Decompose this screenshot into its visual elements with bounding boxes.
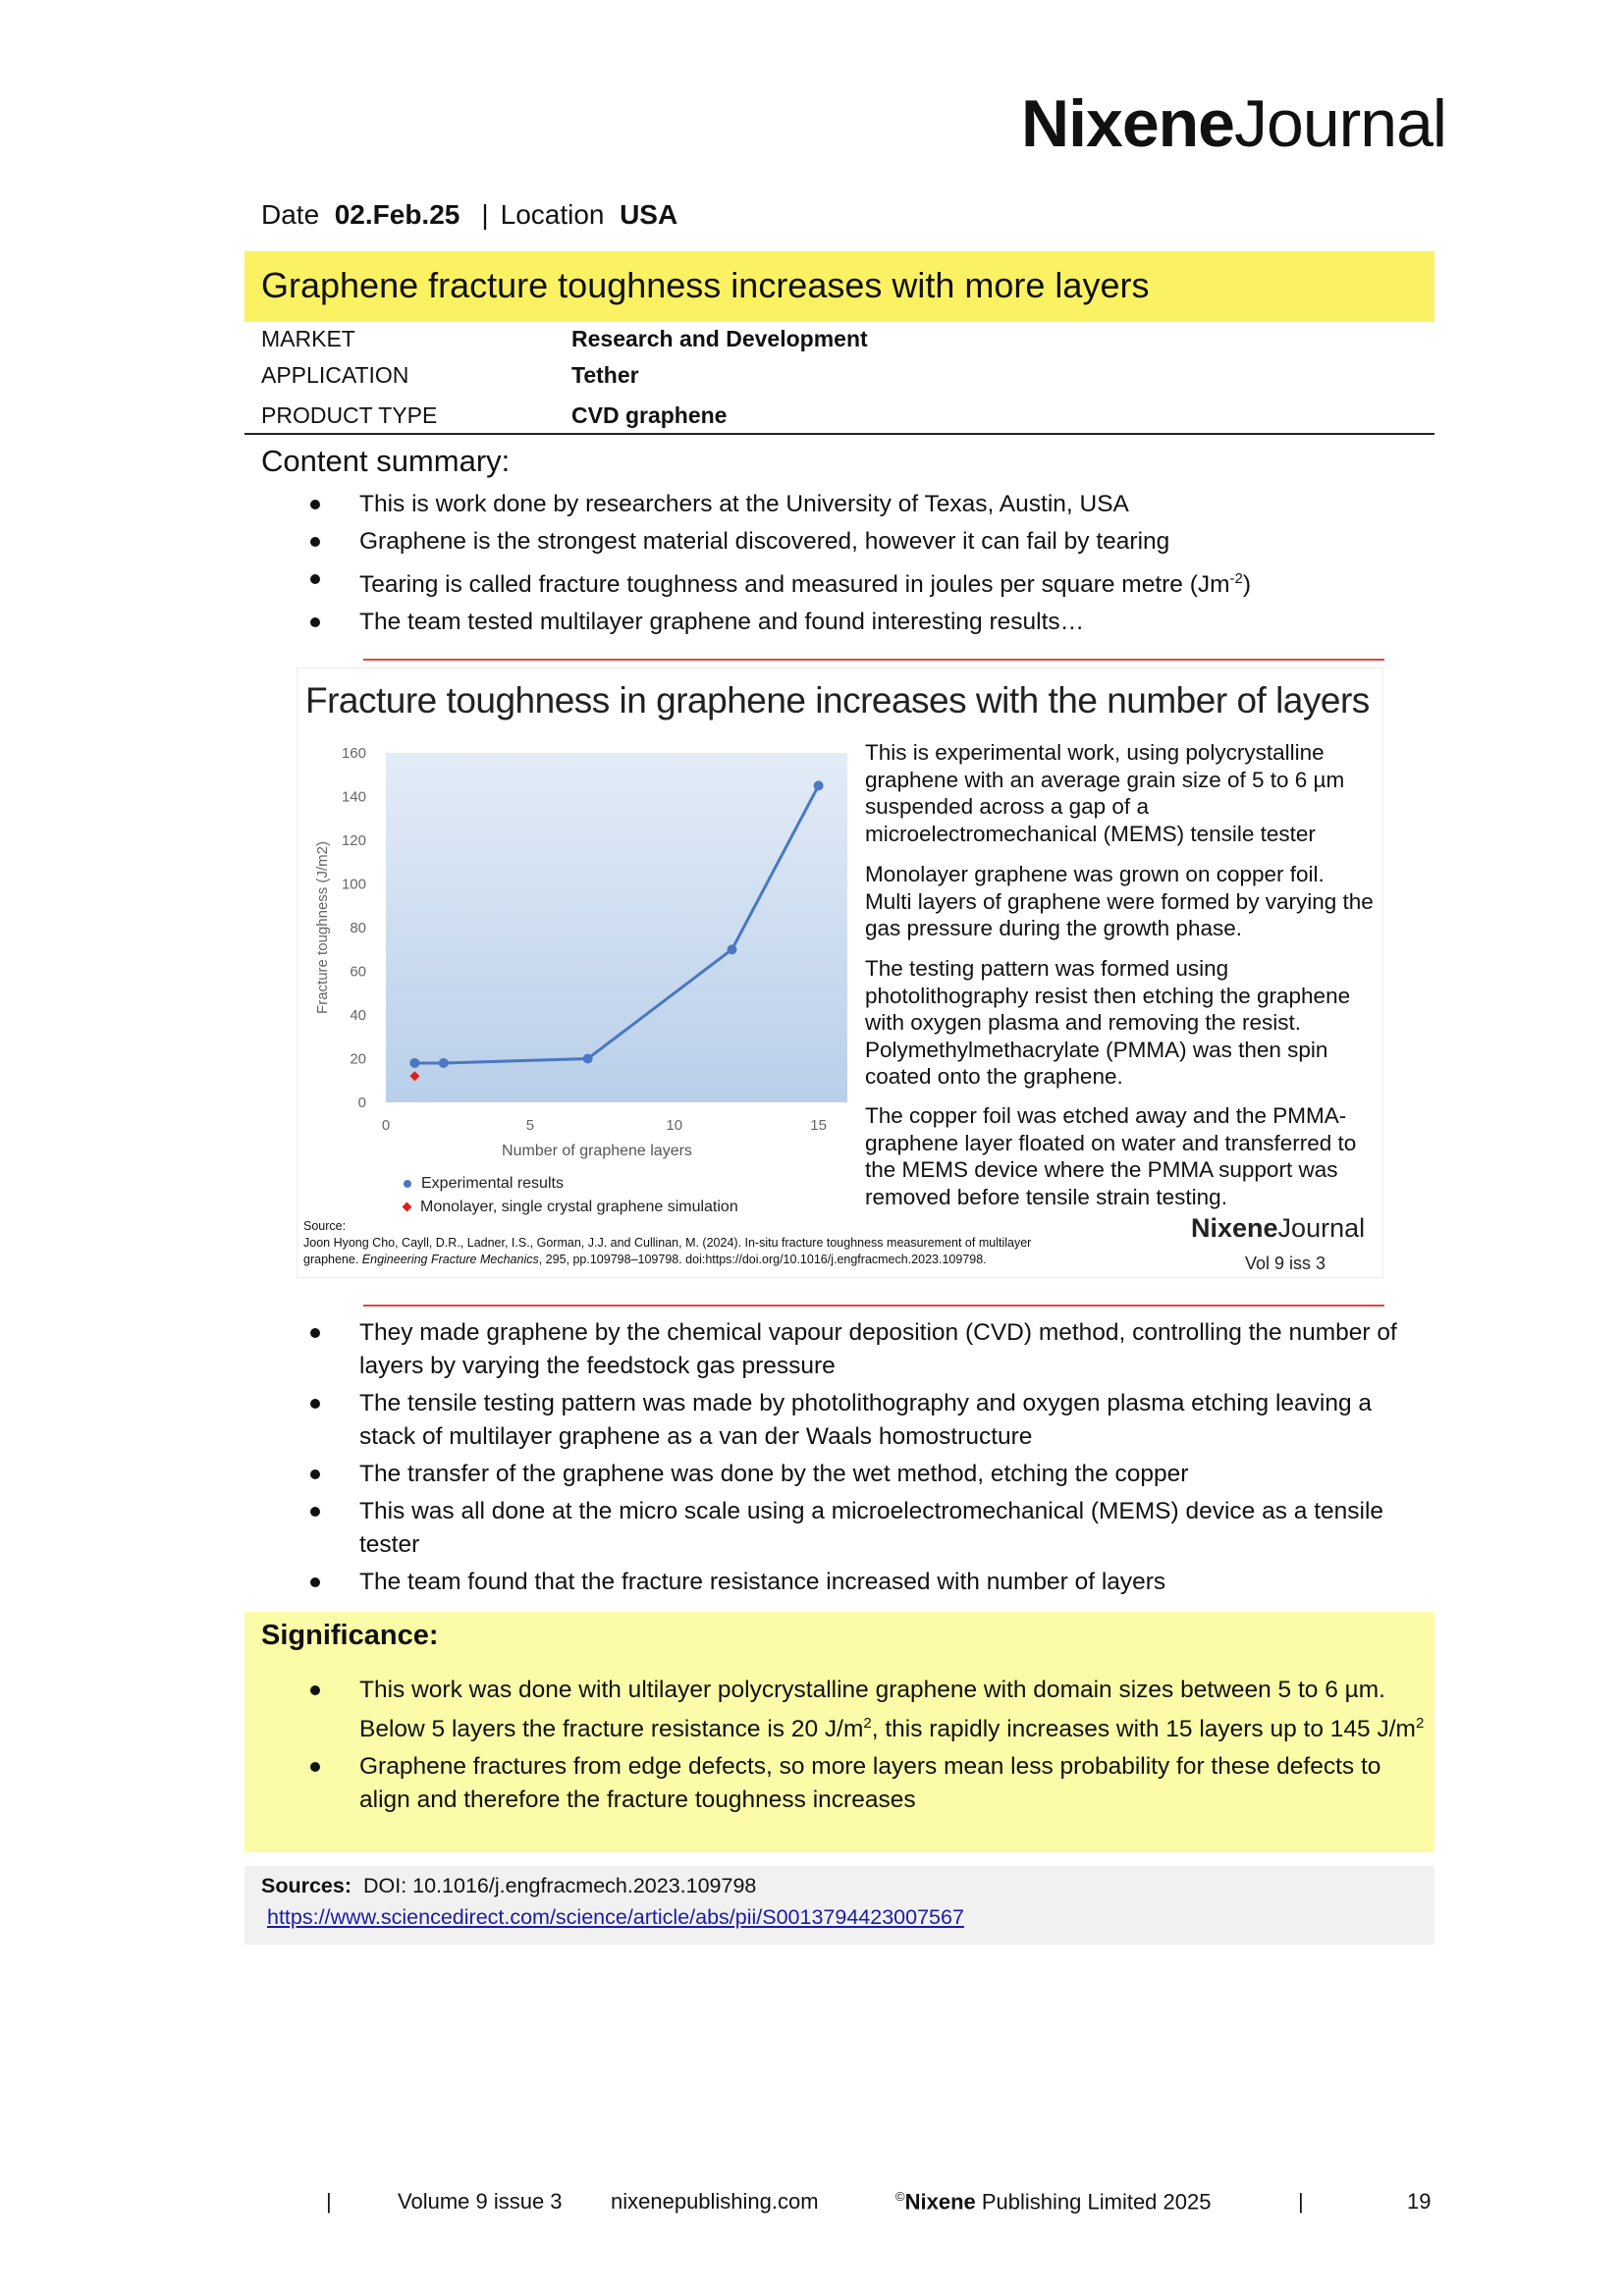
footer-copyright: ©Nixene Publishing Limited 2025 <box>895 2189 1212 2215</box>
sources-doi: Sources: DOI: 10.1016/j.engfracmech.2023.109798 <box>261 1874 757 1897</box>
y-tick-label: 60 <box>350 963 366 981</box>
list-item: Tearing is called fracture toughness and measured in joules per square metre $(Jm^{-2})$ <box>310 562 1430 602</box>
meta-row-product-type <box>261 402 1420 429</box>
plot-area <box>386 753 847 1102</box>
data-point <box>409 1058 419 1068</box>
figure-paragraph: Monolayer graphene was grown on copper foil. Multi layers of graphene were formed by varying the gas pressure during the growth phase. <box>865 862 1374 940</box>
y-tick-label: 20 <box>350 1050 366 1068</box>
fracture-toughness-chart <box>298 737 847 1199</box>
list-item: The tensile testing pattern was made by photolithography and oxygen plasma etching leaving a stack of multilayer graphene as a van der Waals homostructure <box>310 1387 1430 1454</box>
source-link[interactable]: https://www.sciencedirect.com/science/article/abs/pii/S0013794423007567 <box>267 1905 964 1929</box>
article-title: Graphene fracture toughness increases with more layers <box>261 265 1150 305</box>
date-value: 02.Feb.25 <box>334 199 460 230</box>
meta-label: MARKET <box>261 326 355 351</box>
data-point <box>728 944 737 954</box>
y-tick-label: 40 <box>350 1007 366 1024</box>
list-item: Graphene fractures from edge defects, so more layers mean less probability for these defects to align and therefore the fracture toughness increases <box>310 1750 1430 1817</box>
legend-diamond-icon <box>403 1202 412 1212</box>
list-item: The transfer of the graphene was done by the wet method, etching the copper <box>310 1458 1430 1491</box>
figure-source: Source: Joon Hyong Cho, Cayll, D.R., Ladner, I.S., Gorman, J.J. and Cullinan, M. (2024). In-situ fracture toughness measurement of multilayer graphene. Engineering Fracture Mechanics, 295, pp.109798–109798. doi:https://doi.org/10.1016/j.engfracmech.2023.109798. <box>303 1219 1032 1266</box>
figure-paragraph: This is experimental work, using polycrystalline graphene with an average grain size of 5 to 6 µm suspended across a gap of a microelectromechanical (MEMS) tensile tester <box>865 740 1345 846</box>
y-tick-label: 100 <box>341 876 366 893</box>
date-label: Date <box>261 199 320 230</box>
list-item: This work was done with ultilayer polycrystalline graphene with domain sizes between 5 to 6 µm. Below 5 layers the fracture resistance is 20 $J/m^2$, this rapidly increases with 15 layers up to 145 $J/m^2$ <box>310 1674 1430 1746</box>
masthead-regular: Journal <box>1234 86 1447 161</box>
figure-bottom-rule <box>363 1305 1384 1307</box>
legend-simulation: Monolayer, single crystal graphene simulation <box>404 1199 738 1216</box>
data-point <box>439 1058 449 1068</box>
legend-circle-icon <box>404 1180 411 1188</box>
significance-heading: Significance: <box>261 1620 439 1651</box>
figure-paragraph: The copper foil was etched away and the PMMA-graphene layer floated on water and transferred to the MEMS device where the PMMA support was removed before tensile strain testing. <box>865 1103 1357 1209</box>
figure-brand: NixeneJournal <box>1191 1213 1366 1243</box>
data-point <box>583 1054 593 1064</box>
journal-masthead <box>1021 86 1447 161</box>
masthead-bold: Nixene <box>1021 86 1234 161</box>
x-axis-label: Number of graphene layers <box>502 1143 692 1159</box>
figure-top-rule <box>363 659 1384 661</box>
summary-heading: Content summary: <box>261 444 511 478</box>
dateline <box>261 199 677 231</box>
meta-row-market <box>261 326 1420 352</box>
footer-bar-right: | <box>1298 2189 1304 2214</box>
x-tick-label: 0 <box>381 1117 391 1134</box>
footer-site[interactable]: nixenepublishing.com <box>611 2189 819 2214</box>
legend-experimental: Experimental results <box>404 1175 564 1193</box>
meta-label: APPLICATION <box>261 362 409 388</box>
location-value: USA <box>620 199 678 230</box>
significance-list <box>310 1674 1430 1821</box>
y-tick-label: 160 <box>341 745 366 762</box>
meta-divider <box>244 433 1434 435</box>
list-item: The team found that the fracture resistance increased with number of layers <box>310 1566 1430 1599</box>
location-label: Location <box>500 199 605 230</box>
y-axis-label: Fracture toughness (J/m2) <box>314 841 331 1014</box>
article-title-bar <box>244 251 1434 322</box>
list-item: Graphene is the strongest material discovered, however it can fail by tearing <box>310 525 1430 559</box>
details-list <box>310 1316 1430 1603</box>
x-tick-label: 10 <box>666 1117 683 1134</box>
y-tick-label: 140 <box>341 788 366 806</box>
y-tick-label: 80 <box>350 920 366 936</box>
footer-volume: Volume 9 issue 3 <box>398 2189 563 2214</box>
y-tick-label: 120 <box>341 832 366 849</box>
summary-list <box>310 488 1430 643</box>
page-number: 19 <box>1407 2189 1432 2214</box>
figure-volume: Vol 9 iss 3 <box>1245 1254 1326 1273</box>
meta-value: CVD graphene <box>571 402 728 428</box>
dateline-separator: | <box>481 199 489 230</box>
figure-paragraph: The testing pattern was formed using photolithography resist then etching the graphene with oxygen plasma and removing the resist. Polymethylmethacrylate (PMMA) was then spin coated onto the graphene. <box>865 956 1351 1089</box>
figure-panel <box>297 667 1383 1278</box>
list-item: This is work done by researchers at the University of Texas, Austin, USA <box>310 488 1430 521</box>
meta-row-application <box>261 362 1420 389</box>
meta-value: Research and Development <box>571 326 868 351</box>
list-item: The team tested multilayer graphene and found interesting results… <box>310 606 1430 639</box>
list-item: This was all done at the micro scale using a microelectromechanical (MEMS) device as a tensile tester <box>310 1495 1430 1562</box>
footer-bar-left: | <box>326 2189 332 2214</box>
list-item: They made graphene by the chemical vapour deposition (CVD) method, controlling the number of layers by varying the feedstock gas pressure <box>310 1316 1430 1383</box>
x-tick-label: 15 <box>810 1117 827 1134</box>
y-tick-label: 0 <box>357 1095 366 1111</box>
data-point <box>814 780 824 790</box>
figure-title: Fracture toughness in graphene increases with the number of layers <box>305 680 1370 721</box>
x-tick-label: 5 <box>525 1117 535 1134</box>
meta-label: PRODUCT TYPE <box>261 402 438 428</box>
meta-value: Tether <box>571 362 639 388</box>
